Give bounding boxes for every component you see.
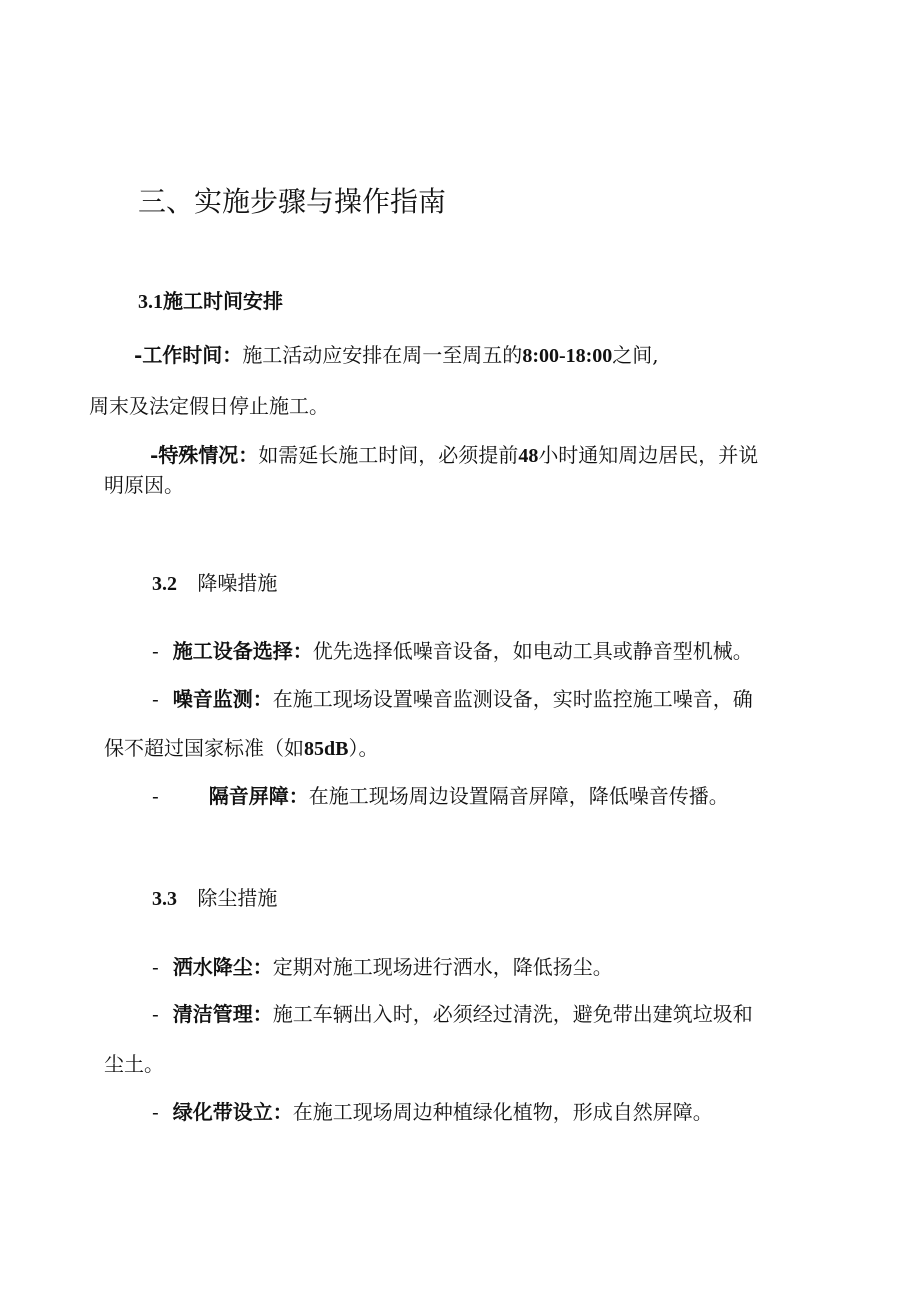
item-text: 施工活动应安排在周一至周五的 <box>242 343 523 367</box>
list-item-work-time <box>134 341 659 370</box>
bullet-dash: - <box>152 1002 159 1026</box>
bullet-dash: - <box>152 1100 159 1124</box>
item-label: 噪音监测： <box>172 687 273 711</box>
item-label: 特殊情况： <box>158 443 259 467</box>
item-text: 在施工现场周边设置隔音屏障，降低噪音传播。 <box>308 784 729 808</box>
subsection-title: 除尘措施 <box>197 886 278 910</box>
item-text: 优先选择低噪音设备，如电动工具或静音型机械。 <box>312 639 753 663</box>
bullet-dash: - <box>152 955 159 979</box>
list-item-cleaning <box>152 1000 753 1028</box>
item-text: 施工车辆出入时，必须经过清洗，避免带出建筑垃圾和 <box>272 1002 753 1026</box>
item-text: 保不超过国家标准（如 <box>104 736 304 760</box>
item-text: 在施工现场设置噪音监测设备，实时监控施工噪音，确 <box>272 687 753 711</box>
subsection-heading-3-3 <box>152 884 277 913</box>
subsection-heading-3-2 <box>152 569 277 598</box>
noise-limit-value: 85dB <box>304 738 349 760</box>
subsection-heading-text: 3.1施工时间安排 <box>138 291 283 313</box>
item-label: 清洁管理： <box>172 1002 273 1026</box>
item-label: 隔音屏障： <box>208 784 309 808</box>
item-text: 在施工现场周边种植绿化植物，形成自然屏障。 <box>292 1100 713 1124</box>
list-item-special-case <box>150 441 758 470</box>
list-item-sound-barrier <box>152 782 729 810</box>
notice-hours-value: 48 <box>518 445 539 467</box>
item-text-tail: 小时通知周边居民，并说 <box>538 443 759 467</box>
item-text: 定期对施工现场进行洒水，降低扬尘。 <box>272 955 613 979</box>
list-item-green-belt <box>152 1098 713 1126</box>
item-label: 绿化带设立： <box>172 1100 293 1124</box>
bullet-dash: - <box>152 639 159 663</box>
item-text-tail: ）。 <box>348 736 379 760</box>
bullet-dash: - <box>150 443 159 467</box>
subsection-title: 降噪措施 <box>197 571 278 595</box>
section-title: 三、实施步骤与操作指南 <box>138 185 447 218</box>
bullet-dash: - <box>152 784 159 808</box>
list-item-continuation: 周末及法定假日停止施工。 <box>89 394 329 418</box>
subsection-number: 3.3 <box>152 888 177 910</box>
list-item-continuation <box>104 734 378 763</box>
bullet-dash: - <box>152 687 159 711</box>
list-item-continuation: 尘土。 <box>104 1052 164 1076</box>
list-item-water-spraying <box>152 953 613 981</box>
list-item-equipment <box>152 637 753 665</box>
item-label: 洒水降尘： <box>172 955 273 979</box>
bullet-dash: - <box>134 343 143 367</box>
list-item-continuation: 明原因。 <box>104 473 184 497</box>
subsection-heading-3-1 <box>138 287 283 316</box>
subsection-number: 3.2 <box>152 573 177 595</box>
item-label: 工作时间： <box>142 343 243 367</box>
item-text-tail: 之间, <box>612 343 659 367</box>
list-item-noise-monitoring <box>152 685 753 713</box>
item-text: 如需延长施工时间，必须提前 <box>258 443 519 467</box>
item-label: 施工设备选择： <box>172 639 313 663</box>
work-hours-value: 8:00-18:00 <box>522 345 613 367</box>
